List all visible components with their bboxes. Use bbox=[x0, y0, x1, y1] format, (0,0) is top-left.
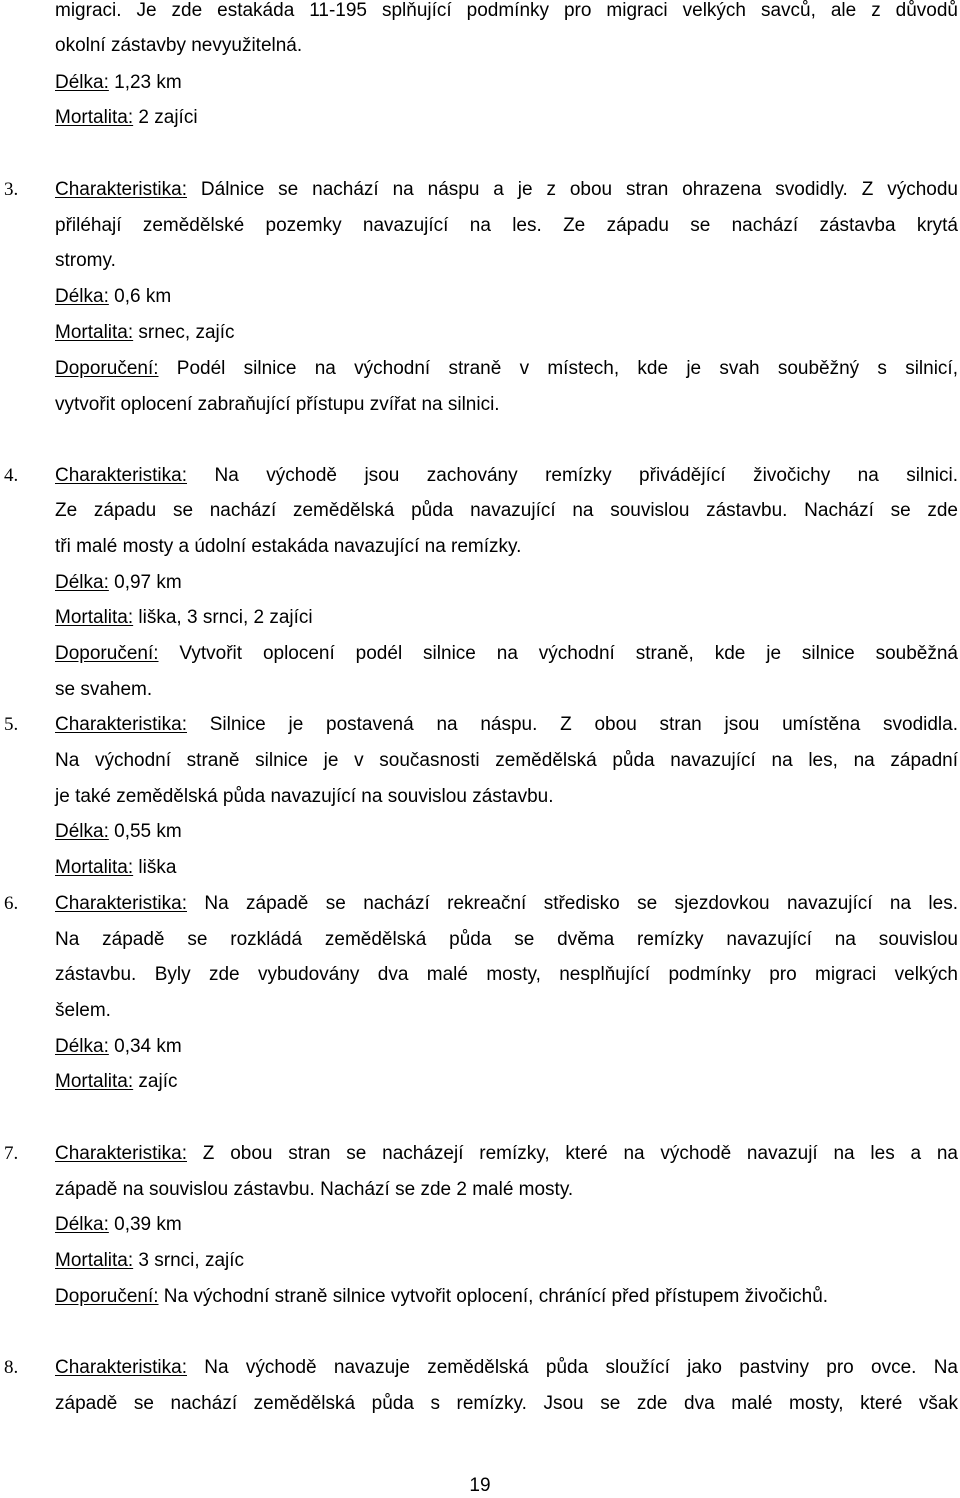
mortality-label: Mortalita: bbox=[55, 607, 134, 628]
text-span: Z obou stran se nacházejí remízky, které na východě navazují na les a na bbox=[187, 1143, 958, 1164]
length-value: 0,55 km bbox=[108, 821, 182, 842]
mortality-value: liška, 3 srnci, 2 zajíci bbox=[133, 607, 313, 628]
text-line: Na západě se rozkládá zemědělská půda se dvěma remízky navazující na souvislou bbox=[55, 929, 958, 950]
item-number: 8. bbox=[4, 1357, 19, 1378]
text-span: Na východní straně silnice vytvořit oplocení, chránící před přístupem živočichů. bbox=[158, 1286, 829, 1307]
text-span: Vytvořit oplocení podél silnice na východní straně, kde je silnice souběžná bbox=[158, 643, 958, 664]
length-label: Délka: bbox=[55, 286, 109, 307]
mortality-value: srnec, zajíc bbox=[133, 322, 235, 343]
length-line bbox=[55, 285, 171, 309]
item-number: 4. bbox=[4, 465, 19, 486]
length-value: 0,97 km bbox=[108, 572, 182, 593]
text-span: Na východě navazuje zemědělská půda sloužící jako pastviny pro ovce. Na bbox=[187, 1357, 958, 1378]
recommendation-label: Doporučení: bbox=[55, 1286, 159, 1307]
length-value: 0,6 km bbox=[108, 286, 172, 307]
length-label: Délka: bbox=[55, 72, 109, 93]
text-line: tři malé mosty a údolní estakáda navazující na remízky. bbox=[55, 536, 522, 557]
length-value: 0,39 km bbox=[108, 1214, 182, 1235]
characteristic-label: Charakteristika: bbox=[55, 714, 187, 735]
mortality-value: 3 srnci, zajíc bbox=[133, 1250, 245, 1271]
length-label: Délka: bbox=[55, 572, 109, 593]
mortality-label: Mortalita: bbox=[55, 1071, 134, 1092]
text-line: šelem. bbox=[55, 1000, 111, 1021]
length-label: Délka: bbox=[55, 1036, 109, 1057]
length-line bbox=[55, 71, 182, 95]
text-line: Na východní straně silnice je v současnosti zemědělská půda navazující na les, na západní bbox=[55, 750, 958, 771]
text-span: Dálnice se nachází na náspu a je z obou stran ohrazena svodidly. Z východu bbox=[187, 179, 958, 200]
recommendation-label: Doporučení: bbox=[55, 643, 159, 664]
mortality-line bbox=[55, 856, 176, 880]
length-value: 0,34 km bbox=[108, 1036, 182, 1057]
length-label: Délka: bbox=[55, 1214, 109, 1235]
mortality-line bbox=[55, 1070, 178, 1094]
text-line: západě se nachází zemědělská půda s remízky. Jsou se zde dva malé mosty, které však bbox=[55, 1393, 958, 1414]
item-number: 3. bbox=[4, 179, 19, 200]
characteristic-line bbox=[55, 892, 958, 916]
recommendation-line bbox=[55, 357, 958, 381]
mortality-value: zajíc bbox=[133, 1071, 178, 1092]
mortality-label: Mortalita: bbox=[55, 107, 134, 128]
characteristic-line bbox=[55, 713, 958, 737]
characteristic-line bbox=[55, 178, 958, 202]
text-span: Silnice je postavená na náspu. Z obou stran jsou umístěna svodidla. bbox=[187, 714, 958, 735]
text-line: okolní zástavby nevyužitelná. bbox=[55, 35, 303, 56]
item-number: 6. bbox=[4, 893, 19, 914]
length-line bbox=[55, 1035, 182, 1059]
mortality-line bbox=[55, 1249, 244, 1273]
characteristic-label: Charakteristika: bbox=[55, 1143, 187, 1164]
recommendation-line bbox=[55, 1285, 828, 1309]
text-span: Na východě jsou zachovány remízky přivádějící živočichy na silnici. bbox=[187, 465, 958, 486]
text-span: Podél silnice na východní straně v místech, kde je svah souběžný s silnicí, bbox=[158, 358, 958, 379]
characteristic-label: Charakteristika: bbox=[55, 1357, 187, 1378]
text-line: Ze západu se nachází zemědělská půda navazující na souvislou zástavbu. Nachází se zde bbox=[55, 500, 958, 521]
recommendation-line bbox=[55, 642, 958, 666]
text-line: migraci. Je zde estakáda 11-195 splňující podmínky pro migraci velkých savců, ale z důvodů bbox=[55, 0, 958, 21]
mortality-line bbox=[55, 106, 198, 130]
text-span: Na západě se nachází rekreační středisko se sjezdovkou navazující na les. bbox=[187, 893, 958, 914]
item-number: 7. bbox=[4, 1143, 19, 1164]
length-line bbox=[55, 820, 182, 844]
characteristic-label: Charakteristika: bbox=[55, 893, 187, 914]
text-line: se svahem. bbox=[55, 679, 153, 700]
text-line: je také zemědělská půda navazující na souvislou zástavbu. bbox=[55, 786, 554, 807]
mortality-value: liška bbox=[133, 857, 177, 878]
characteristic-label: Charakteristika: bbox=[55, 179, 187, 200]
mortality-label: Mortalita: bbox=[55, 1250, 134, 1271]
mortality-label: Mortalita: bbox=[55, 322, 134, 343]
text-line: zástavbu. Byly zde vybudovány dva malé mosty, nesplňující podmínky pro migraci velkých bbox=[55, 964, 958, 985]
page-number: 19 bbox=[469, 1475, 491, 1496]
text-line: západě na souvislou zástavbu. Nachází se zde 2 malé mosty. bbox=[55, 1179, 574, 1200]
mortality-line bbox=[55, 606, 313, 630]
characteristic-line bbox=[55, 464, 958, 488]
length-label: Délka: bbox=[55, 821, 109, 842]
text-line: stromy. bbox=[55, 250, 116, 271]
text-line: vytvořit oplocení zabraňující přístupu zvířat na silnici. bbox=[55, 394, 500, 415]
mortality-line bbox=[55, 321, 235, 345]
mortality-value: 2 zajíci bbox=[133, 107, 198, 128]
text-line: přiléhají zemědělské pozemky navazující na les. Ze západu se nachází zástavba krytá bbox=[55, 215, 958, 236]
item-number: 5. bbox=[4, 714, 19, 735]
mortality-label: Mortalita: bbox=[55, 857, 134, 878]
length-line bbox=[55, 1213, 182, 1237]
characteristic-label: Charakteristika: bbox=[55, 465, 187, 486]
length-line bbox=[55, 571, 182, 595]
length-value: 1,23 km bbox=[108, 72, 182, 93]
characteristic-line bbox=[55, 1356, 958, 1380]
characteristic-line bbox=[55, 1142, 958, 1166]
recommendation-label: Doporučení: bbox=[55, 358, 159, 379]
